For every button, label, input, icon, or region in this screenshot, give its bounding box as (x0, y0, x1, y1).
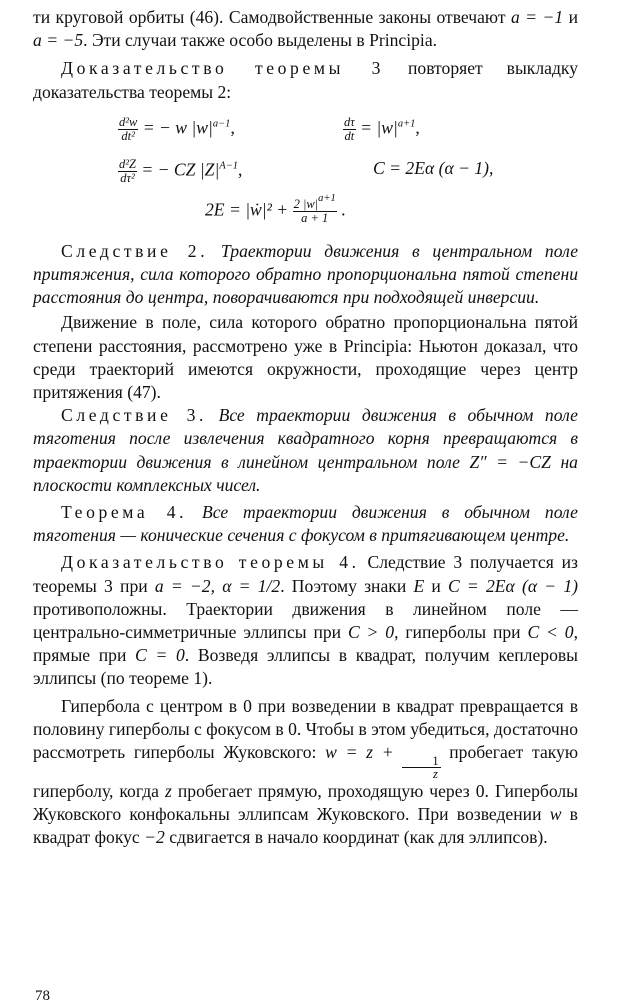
fraction-numerator: d²Z (119, 156, 136, 171)
fraction-denominator: dt² (121, 128, 135, 143)
fraction (118, 158, 137, 185)
corollary-3-text: Все траектории движения в обычном поле тяготения после извлечения квадратного корня превращаются в траектории движения в линейном центральном поле (33, 405, 578, 472)
fraction (118, 116, 138, 143)
formula-text: = − CZ |Z| (141, 159, 220, 180)
text: , прямые при (33, 622, 578, 666)
formula-text: = − w |w| (142, 117, 213, 138)
paragraph-corollary-3 (33, 404, 578, 497)
fraction-denominator: a + 1 (301, 210, 329, 225)
formula-text: 2 |w| (293, 196, 319, 211)
formula-inline: −2 (144, 827, 165, 848)
exponent: A−1 (219, 160, 239, 172)
formula-inline: a = −5 (33, 30, 84, 51)
corollary-2-text: Траектории движения в центральном поле притяжения, сила которого обратно пропорциональна пятой степени расстояния до центра, поворачиваются при подходящей инверсии. (33, 240, 578, 308)
theorem-4-text: Все траектории движения в обычном поле тяготения — конические сечения с фокусом в притягивающем центре. (33, 502, 578, 546)
text: и (424, 575, 448, 596)
theorem-4-label: Теорема 4. (61, 502, 188, 523)
formula-inline: C = 2Eα (α − 1) (448, 575, 578, 596)
corollary-3-label: Следствие 3. (61, 405, 208, 426)
text: в квадрат фокус (33, 804, 578, 848)
formula-text: 2E = |ẇ|² + (205, 199, 289, 220)
formula-line-2 (33, 148, 578, 190)
formula-inline: z (164, 781, 172, 802)
text: . Поэтому знаки (280, 575, 414, 596)
text: противоположны. Траектории движения в линейном поле — центрально-симметричные эллипсы при (33, 598, 578, 643)
fraction-denominator: dt (344, 128, 355, 143)
formula-inline: a = −1 (510, 7, 564, 27)
fraction-numerator: d²w (119, 114, 138, 129)
punct: , (238, 159, 243, 180)
paragraph-intro (33, 6, 578, 52)
formula-inline: C < 0 (527, 622, 574, 643)
paragraph-proof-3 (33, 57, 578, 103)
formula-inline: E (413, 575, 425, 596)
paragraph-theorem-4 (33, 501, 578, 547)
text: Движение в поле, сила которого обратно пропорциональна пятой степени расстояния, рассмотрено уже в Principia: Ньютон доказал, что среди траекторий имеются окружности, проходящие через центр притяжения (47). (33, 312, 578, 403)
fraction (293, 192, 337, 225)
formula-inline: a = −2, α = 1/2 (154, 575, 281, 596)
fraction (343, 116, 356, 143)
fraction-numerator: dτ (344, 114, 355, 129)
text: Гипербола с центром в 0 при возведении в квадрат превращается в половину гиперболы с фокусом в 0. Чтобы в этом убедиться, достаточно рассмотреть гиперболы Жуковского: (33, 695, 578, 763)
formula-text: = |w| (360, 117, 398, 138)
text: . Возведя эллипсы в квадрат, получим кеплеровы эллипсы (по теореме 1). (33, 645, 578, 689)
text: ти круговой орбиты (46). Самодвойственные законы отвечают (33, 7, 511, 27)
paragraph-corollary-2 (33, 240, 578, 310)
text: . Эти случаи также особо выделены в Principia. (83, 30, 438, 51)
proof-4-label: Доказательство теоремы 4. (61, 552, 360, 573)
formula-text: C = 2Eα (α − 1), (373, 157, 494, 178)
fraction-denominator: z (433, 767, 438, 782)
corollary-3-text: на плоскости комплексных чисел. (33, 451, 578, 495)
fraction-numerator: 1 (402, 755, 440, 768)
formula-inline: Z″ = −CZ (469, 451, 551, 472)
paragraph-motion (33, 311, 578, 404)
formula-line-3 (33, 190, 578, 234)
text: пробегает такую гиперболу, когда (33, 742, 578, 802)
formula-inline: w = z + (325, 742, 394, 763)
formula-line-1 (33, 106, 578, 148)
punct: . (341, 199, 346, 220)
formula-tau-ode (343, 116, 420, 143)
fraction-numerator (293, 192, 337, 212)
formula-w-ode (118, 116, 235, 143)
punct: , (415, 117, 420, 138)
text: , гиперболы при (394, 622, 528, 643)
text: повторяет выкладку доказательства теоремы 2: (33, 58, 578, 102)
punct: , (230, 117, 235, 138)
fraction (402, 755, 440, 780)
paragraph-hyperbola (33, 695, 578, 850)
text: пробегает прямую, проходящую через 0. Гиперболы Жуковского конфокальны эллипсам Жуковского. При возведении (33, 781, 578, 825)
formula-inline: C > 0 (347, 622, 395, 643)
formula-inline: C = 0 (135, 645, 185, 666)
text: сдвигается в начало координат (как для эллипсов). (164, 827, 548, 848)
fraction-denominator: dτ² (120, 170, 135, 185)
formula-z-ode (118, 158, 242, 185)
text: Следствие 3 получается из теоремы 3 при (33, 552, 579, 596)
text: и (563, 7, 578, 27)
formula-c-definition (373, 158, 493, 179)
exponent: a+1 (318, 192, 336, 204)
page-number: 78 (35, 988, 50, 1004)
exponent: a−1 (212, 118, 231, 130)
exponent: a+1 (397, 118, 416, 130)
proof-3-label: Доказательство теоремы 3 (61, 58, 384, 79)
paragraph-proof-4 (33, 551, 578, 690)
corollary-2-label: Следствие 2. (61, 240, 209, 261)
formula-energy (205, 192, 346, 225)
formula-inline: w (549, 804, 562, 825)
